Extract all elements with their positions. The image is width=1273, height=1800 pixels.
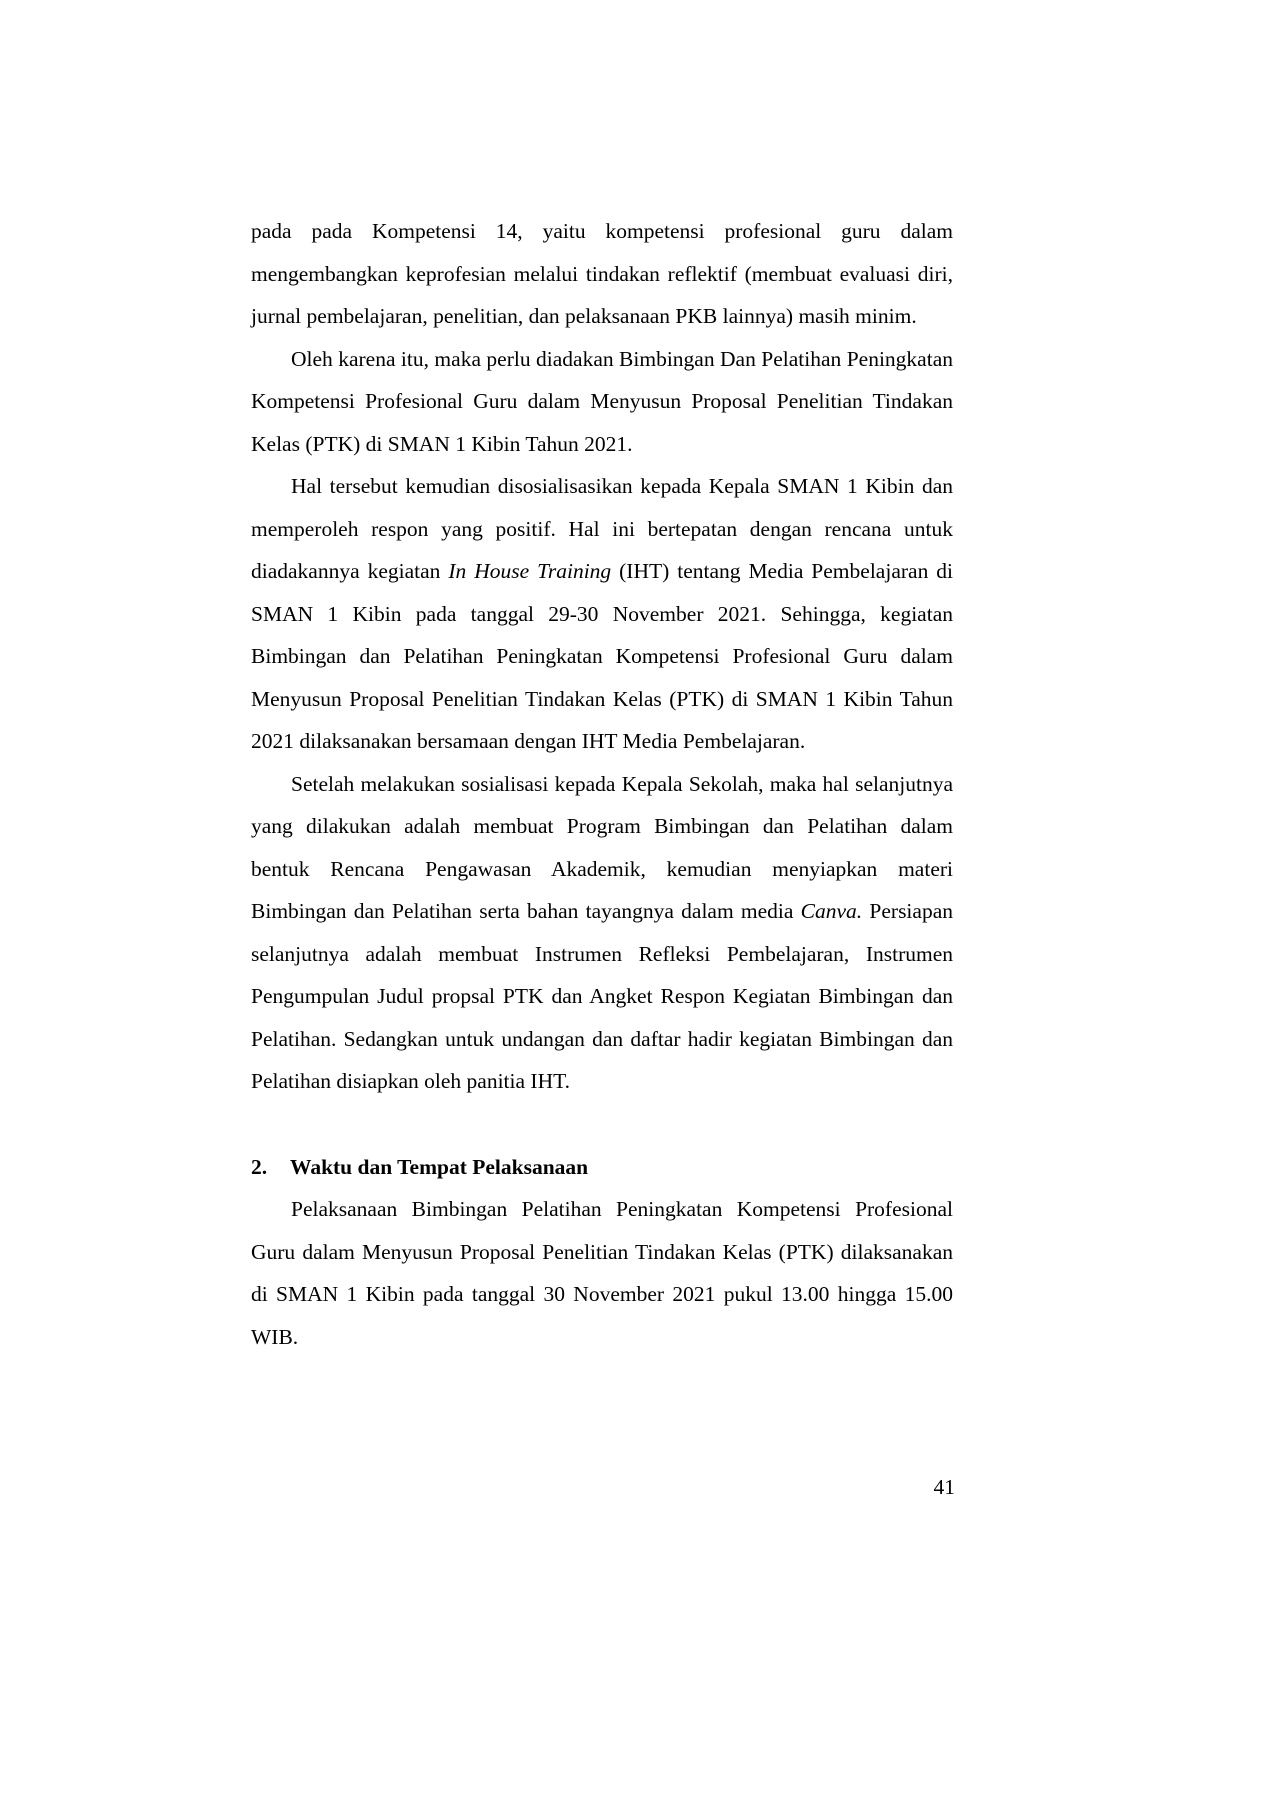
paragraph-text: (IHT) tentang Media Pembelajaran di SMAN 1 Kibin pada tanggal 29-30 November 2021. Sehingga, kegiatan Bimbingan dan Pelatihan Peningkatan Kompetensi Profesional Guru dalam Menyusun Proposal Penelitian Tindakan Kelas (PTK) di SMAN 1 Kibin Tahun 2021 dilaksanakan bersamaan dengan IHT Media Pembelajaran. (251, 559, 953, 753)
section-title: Waktu dan Tempat Pelaksanaan (290, 1154, 589, 1179)
section-number: 2. (251, 1154, 268, 1179)
italic-phrase: In House Training (448, 559, 612, 583)
section-heading (251, 1146, 953, 1189)
paragraph-continuation (251, 210, 953, 338)
paragraph-text: Hal tersebut kemudian disosialisasikan kepada Kepala SMAN 1 Kibin dan memperoleh respon yang positif. Hal ini bertepatan dengan rencana untuk diadakannya kegiatan (251, 474, 953, 583)
paragraph (251, 465, 953, 763)
paragraph-text: Setelah melakukan sosialisasi kepada Kepala Sekolah, maka hal selanjutnya yang dilakukan adalah membuat Program Bimbingan dan Pelatihan dalam bentuk Rencana Pengawasan Akademik, kemudian menyiapkan materi Bimbingan dan Pelatihan serta bahan tayangnya dalam media (251, 771, 953, 923)
paragraph-text: Persiapan selanjutnya adalah membuat Instrumen Refleksi Pembelajaran, Instrumen Pengumpulan Judul propsal PTK dan Angket Respon Kegiatan Bimbingan dan Pelatihan. Sedangkan untuk undangan dan daftar hadir kegiatan Bimbingan dan Pelatihan disiapkan oleh panitia IHT. (251, 899, 953, 1093)
paragraph-text: Oleh karena itu, maka perlu diadakan Bimbingan Dan Pelatihan Peningkatan Kompetensi Profesional Guru dalam Menyusun Proposal Penelitian Tindakan Kelas (PTK) di SMAN 1 Kibin Tahun 2021. (251, 346, 953, 456)
page-number: 41 (933, 1475, 955, 1499)
paragraph (251, 338, 953, 466)
paragraph (251, 763, 953, 1103)
paragraph (251, 1188, 953, 1358)
text-block (251, 210, 953, 1358)
italic-phrase: Canva. (800, 899, 863, 923)
paragraph-text: Pelaksanaan Bimbingan Pelatihan Peningkatan Kompetensi Profesional Guru dalam Menyusun Proposal Penelitian Tindakan Kelas (PTK) dilaksanakan di SMAN 1 Kibin pada tanggal 30 November 2021 pukul 13.00 hingga 15.00 WIB. (251, 1197, 953, 1349)
paragraph-text: pada pada Kompetensi 14, yaitu kompetensi profesional guru dalam mengembangkan keprofesian melalui tindakan reflektif (membuat evaluasi diri, jurnal pembelajaran, penelitian, dan pelaksanaan PKB lainnya) masih minim. (251, 219, 953, 328)
